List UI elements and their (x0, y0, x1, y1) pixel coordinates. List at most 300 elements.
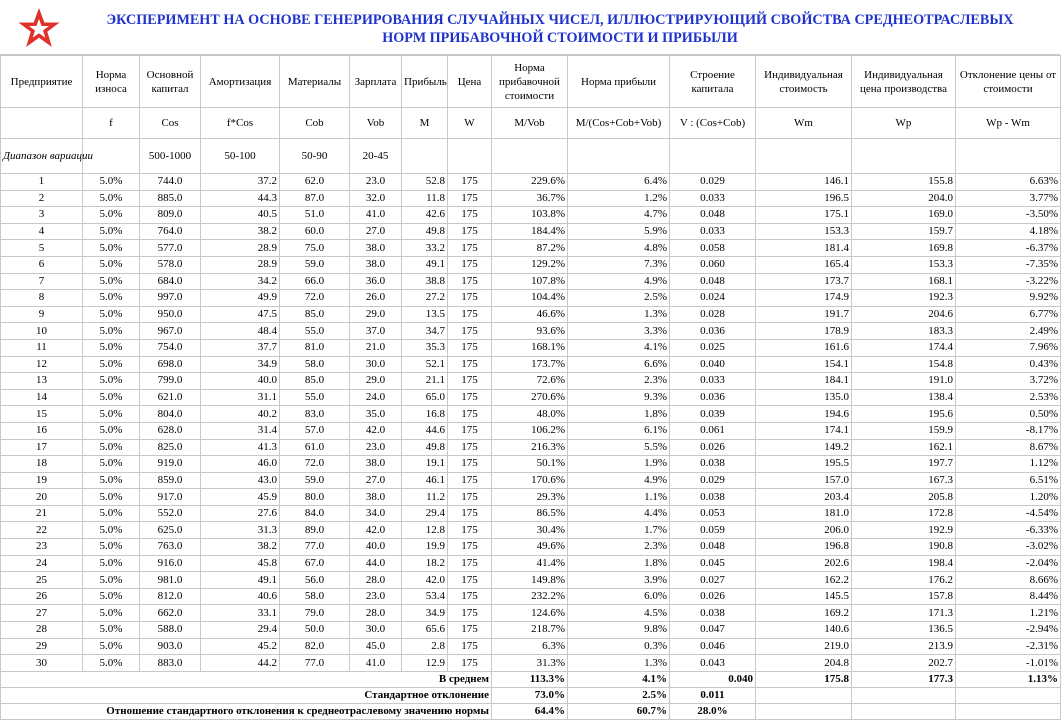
table-cell: 59.0 (280, 472, 350, 489)
table-cell: 195.6 (852, 406, 956, 423)
table-cell: 41.0 (350, 655, 402, 672)
table-cell: 0.047 (670, 622, 756, 639)
table-cell: 0.038 (670, 456, 756, 473)
table-row (1, 522, 1061, 539)
table-cell: 175 (448, 240, 492, 257)
table-cell: 0.059 (670, 522, 756, 539)
table-cell: 34.7 (402, 323, 448, 340)
table-cell: 162.1 (852, 439, 956, 456)
table-cell: 52.1 (402, 356, 448, 373)
table-cell: 162.2 (756, 572, 852, 589)
table-cell: 232.2% (492, 588, 568, 605)
table-cell: 625.0 (140, 522, 201, 539)
table-cell: 85.0 (280, 373, 350, 390)
table-cell: 204.8 (756, 655, 852, 672)
table-cell: 27 (1, 605, 83, 622)
table-cell: 1 (1, 174, 83, 191)
table-cell: 34.9 (201, 356, 280, 373)
column-symbol: Wp - Wm (956, 108, 1061, 139)
table-cell: 15 (1, 406, 83, 423)
table-cell: -2.94% (956, 622, 1061, 639)
table-cell: 11.2 (402, 489, 448, 506)
table-cell: 203.4 (756, 489, 852, 506)
table-cell: 6.77% (956, 306, 1061, 323)
table-cell: 202.6 (756, 555, 852, 572)
table-row (1, 256, 1061, 273)
table-cell: 6 (1, 256, 83, 273)
table-cell: 86.5% (492, 505, 568, 522)
table-cell: 29 (1, 638, 83, 655)
table-cell: 72.0 (280, 456, 350, 473)
table-cell: 44.0 (350, 555, 402, 572)
table-cell: 56.0 (280, 572, 350, 589)
table-cell: 5.0% (83, 373, 140, 390)
table-cell: 23.0 (350, 174, 402, 191)
table-cell: 0.048 (670, 273, 756, 290)
table-cell: 40.5 (201, 207, 280, 224)
table-cell: 5.0% (83, 356, 140, 373)
table-row (1, 555, 1061, 572)
table-cell: 169.8 (852, 240, 956, 257)
table-cell: 0.43% (956, 356, 1061, 373)
column-header: Отклонение цены от стоимости (956, 56, 1061, 108)
table-cell: -7.35% (956, 256, 1061, 273)
table-cell: 17 (1, 439, 83, 456)
table-cell: 124.6% (492, 605, 568, 622)
std-profit-rate: 2.5% (568, 688, 670, 704)
table-cell: 104.4% (492, 290, 568, 307)
table-cell: 34.2 (201, 273, 280, 290)
table-cell: 44.6 (402, 422, 448, 439)
table-cell: 2.53% (956, 389, 1061, 406)
table-cell: 49.6% (492, 539, 568, 556)
table-cell: 0.036 (670, 389, 756, 406)
column-header: Материалы (280, 56, 350, 108)
table-cell: 8 (1, 290, 83, 307)
table-cell: 30.0 (350, 622, 402, 639)
table-cell: 206.0 (756, 522, 852, 539)
table-row (1, 505, 1061, 522)
table-cell: 146.1 (756, 174, 852, 191)
table-cell: 1.21% (956, 605, 1061, 622)
table-cell: 175 (448, 290, 492, 307)
table-cell: 8.44% (956, 588, 1061, 605)
table-cell: 29.4 (402, 505, 448, 522)
table-cell: 175 (448, 273, 492, 290)
table-cell: 175 (448, 207, 492, 224)
table-cell: 89.0 (280, 522, 350, 539)
std-structure: 0.011 (670, 688, 756, 704)
table-cell: 196.8 (756, 539, 852, 556)
header (0, 0, 1060, 55)
table-cell: 0.060 (670, 256, 756, 273)
column-symbol: W (448, 108, 492, 139)
table-cell: 9.8% (568, 622, 670, 639)
title-line-2: НОРМ ПРИБАВОЧНОЙ СТОИМОСТИ И ПРИБЫЛИ (382, 30, 738, 46)
experiment-table (0, 55, 1061, 720)
table-cell: 0.048 (670, 207, 756, 224)
table-cell: 5.0% (83, 622, 140, 639)
ratio-label: Отношение стандартного отклонения к среднеотраслевому значению нормы (1, 704, 492, 720)
table-cell: 6.63% (956, 174, 1061, 191)
table-cell: 173.7 (756, 273, 852, 290)
table-cell: 38.8 (402, 273, 448, 290)
table-cell: 198.4 (852, 555, 956, 572)
table-cell: 917.0 (140, 489, 201, 506)
table-cell: 19.9 (402, 539, 448, 556)
table-cell: 175 (448, 256, 492, 273)
table-cell: 4.9% (568, 273, 670, 290)
table-cell: 49.1 (402, 256, 448, 273)
table-row (1, 588, 1061, 605)
table-cell: 6.3% (492, 638, 568, 655)
table-cell: 6.51% (956, 472, 1061, 489)
ratio-row (1, 704, 1061, 720)
table-cell: 184.4% (492, 223, 568, 240)
table-cell: 23.0 (350, 588, 402, 605)
table-cell: 29.0 (350, 306, 402, 323)
table-cell: 5.0% (83, 207, 140, 224)
table-cell: 181.0 (756, 505, 852, 522)
table-cell: 106.2% (492, 422, 568, 439)
table-cell: 0.024 (670, 290, 756, 307)
table-cell: 3.72% (956, 373, 1061, 390)
table-cell: 885.0 (140, 190, 201, 207)
title-line-1: ЭКСПЕРИМЕНТ НА ОСНОВЕ ГЕНЕРИРОВАНИЯ СЛУЧАЙНЫХ ЧИСЕЛ, ИЛЛЮСТРИРУЮЩИЙ СВОЙСТВА СРЕДНЕОТРАСЛЕВЫХ (106, 12, 1014, 28)
table-cell: 174.9 (756, 290, 852, 307)
table-cell: 23 (1, 539, 83, 556)
average-label: В среднем (1, 671, 492, 687)
table-cell: 175 (448, 522, 492, 539)
table-cell: 3.9% (568, 572, 670, 589)
table-cell: 0.3% (568, 638, 670, 655)
table-cell: 168.1 (852, 273, 956, 290)
table-cell: 175 (448, 323, 492, 340)
table-cell: 7.3% (568, 256, 670, 273)
table-cell: 24.0 (350, 389, 402, 406)
column-header: Норма прибыли (568, 56, 670, 108)
ratio-structure: 28.0% (670, 704, 756, 720)
table-cell: 5.5% (568, 439, 670, 456)
table-cell: 40.0 (201, 373, 280, 390)
table-cell: 129.2% (492, 256, 568, 273)
table-cell: 18.2 (402, 555, 448, 572)
table-cell: 24 (1, 555, 83, 572)
table-cell: 59.0 (280, 256, 350, 273)
table-cell: 44.3 (201, 190, 280, 207)
table-cell: 29.4 (201, 622, 280, 639)
table-cell: 174.4 (852, 339, 956, 356)
table-cell: 181.4 (756, 240, 852, 257)
table-cell: -2.04% (956, 555, 1061, 572)
table-cell: 36.0 (350, 273, 402, 290)
variation-row (1, 139, 1061, 174)
table-cell: 30 (1, 655, 83, 672)
table-cell: 29.3% (492, 489, 568, 506)
table-cell: 4.9% (568, 472, 670, 489)
table-cell: 5.0% (83, 638, 140, 655)
table-cell: 12 (1, 356, 83, 373)
table-cell: 0.046 (670, 638, 756, 655)
table-cell: 38.0 (350, 240, 402, 257)
table-cell: 5.0% (83, 489, 140, 506)
table-cell: 578.0 (140, 256, 201, 273)
table-cell: 0.040 (670, 356, 756, 373)
table-cell: 85.0 (280, 306, 350, 323)
table-row (1, 456, 1061, 473)
table-cell: 21.0 (350, 339, 402, 356)
table-cell: 103.8% (492, 207, 568, 224)
symbol-row (1, 108, 1061, 139)
table-cell: -6.37% (956, 240, 1061, 257)
table-cell: 662.0 (140, 605, 201, 622)
table-cell: 5.0% (83, 588, 140, 605)
table-cell: 175 (448, 555, 492, 572)
table-cell: 38.2 (201, 539, 280, 556)
table-cell: 41.0 (350, 207, 402, 224)
table-cell: 32.0 (350, 190, 402, 207)
table-cell: 21.1 (402, 373, 448, 390)
table-cell: 46.1 (402, 472, 448, 489)
table-cell: 0.028 (670, 306, 756, 323)
table-cell: 38.0 (350, 256, 402, 273)
table-cell: 16.8 (402, 406, 448, 423)
table-cell: 7 (1, 273, 83, 290)
table-cell: 0.039 (670, 406, 756, 423)
table-cell: 229.6% (492, 174, 568, 191)
table-cell: 12.9 (402, 655, 448, 672)
table-cell: 175 (448, 339, 492, 356)
table-cell: 5.0% (83, 539, 140, 556)
table-cell: 27.2 (402, 290, 448, 307)
table-cell: 175.1 (756, 207, 852, 224)
table-cell: 5.0% (83, 190, 140, 207)
table-cell: 11.8 (402, 190, 448, 207)
table-cell: 28 (1, 622, 83, 639)
column-symbol: f (83, 108, 140, 139)
table-cell: 5.0% (83, 174, 140, 191)
table-cell: 26.0 (350, 290, 402, 307)
table-row (1, 174, 1061, 191)
table-cell: 903.0 (140, 638, 201, 655)
table-cell: 27.0 (350, 472, 402, 489)
table-row (1, 207, 1061, 224)
table-cell: 183.3 (852, 323, 956, 340)
table-cell: 3.3% (568, 323, 670, 340)
table-cell: 5.0% (83, 256, 140, 273)
table-cell: 0.038 (670, 489, 756, 506)
table-cell: 763.0 (140, 539, 201, 556)
table-cell: 167.3 (852, 472, 956, 489)
table-cell: 0.026 (670, 588, 756, 605)
table-cell: 5.0% (83, 422, 140, 439)
table-cell: 45.0 (350, 638, 402, 655)
table-cell: 33.2 (402, 240, 448, 257)
table-cell: 72.0 (280, 290, 350, 307)
table-cell: 31.3% (492, 655, 568, 672)
table-cell: 169.2 (756, 605, 852, 622)
table-cell: 5.0% (83, 389, 140, 406)
table-cell: 1.3% (568, 655, 670, 672)
table-cell: 950.0 (140, 306, 201, 323)
table-row (1, 655, 1061, 672)
table-cell: 173.7% (492, 356, 568, 373)
column-symbol: Vob (350, 108, 402, 139)
table-cell: 175 (448, 638, 492, 655)
table-cell: 5.0% (83, 655, 140, 672)
table-cell: 19 (1, 472, 83, 489)
table-cell: 157.0 (756, 472, 852, 489)
table-cell: 28.9 (201, 256, 280, 273)
table-cell: 2.5% (568, 290, 670, 307)
table-cell: 41.3 (201, 439, 280, 456)
table-cell: 44.2 (201, 655, 280, 672)
table-cell: 4.18% (956, 223, 1061, 240)
table-cell: 2.49% (956, 323, 1061, 340)
column-symbol: V : (Cos+Cob) (670, 108, 756, 139)
column-symbol: Cos (140, 108, 201, 139)
table-cell: 178.9 (756, 323, 852, 340)
table-cell: 1.12% (956, 456, 1061, 473)
column-header: Индивидуальная стоимость (756, 56, 852, 108)
table-cell: 136.5 (852, 622, 956, 639)
table-cell: 79.0 (280, 605, 350, 622)
table-cell: 698.0 (140, 356, 201, 373)
table-cell: 0.033 (670, 223, 756, 240)
table-cell: 21 (1, 505, 83, 522)
table-cell: 204.6 (852, 306, 956, 323)
table-cell: 883.0 (140, 655, 201, 672)
table-cell: 58.0 (280, 588, 350, 605)
table-cell: 159.7 (852, 223, 956, 240)
table-cell: 77.0 (280, 655, 350, 672)
table-cell: 16 (1, 422, 83, 439)
column-header: Основной капитал (140, 56, 201, 108)
table-cell: 8.66% (956, 572, 1061, 589)
table-cell: 190.8 (852, 539, 956, 556)
table-cell: 9 (1, 306, 83, 323)
table-cell: 172.8 (852, 505, 956, 522)
table-cell: 55.0 (280, 323, 350, 340)
table-row (1, 489, 1061, 506)
table-cell: 48.0% (492, 406, 568, 423)
table-cell: 87.2% (492, 240, 568, 257)
table-cell: 195.5 (756, 456, 852, 473)
table-row (1, 240, 1061, 257)
table-cell: 65.0 (402, 389, 448, 406)
table-cell: 13 (1, 373, 83, 390)
table-cell: 0.029 (670, 174, 756, 191)
table-cell: 5.0% (83, 505, 140, 522)
table-cell: 1.1% (568, 489, 670, 506)
table-cell: 213.9 (852, 638, 956, 655)
average-row (1, 671, 1061, 687)
table-cell: 5.0% (83, 339, 140, 356)
table-cell: 0.053 (670, 505, 756, 522)
table-cell: 812.0 (140, 588, 201, 605)
table-cell: 5.0% (83, 605, 140, 622)
table-cell: 0.038 (670, 605, 756, 622)
table-cell: 5.0% (83, 223, 140, 240)
table-cell: 5.0% (83, 572, 140, 589)
table-row (1, 190, 1061, 207)
table-cell: 4.1% (568, 339, 670, 356)
table-cell: 14 (1, 389, 83, 406)
table-cell: 34.0 (350, 505, 402, 522)
table-cell: 5.0% (83, 472, 140, 489)
table-cell: 175 (448, 306, 492, 323)
table-cell: 5 (1, 240, 83, 257)
table-cell: 37.2 (201, 174, 280, 191)
table-cell: 5.0% (83, 240, 140, 257)
table-cell: 6.0% (568, 588, 670, 605)
table-cell: 66.0 (280, 273, 350, 290)
table-cell: 577.0 (140, 240, 201, 257)
table-row (1, 472, 1061, 489)
table-row (1, 306, 1061, 323)
table-cell: 161.6 (756, 339, 852, 356)
table-cell: 764.0 (140, 223, 201, 240)
table-cell: 628.0 (140, 422, 201, 439)
table-cell: 93.6% (492, 323, 568, 340)
table-cell: 1.7% (568, 522, 670, 539)
table-cell: 50.1% (492, 456, 568, 473)
table-cell: 1.9% (568, 456, 670, 473)
table-cell: 7.96% (956, 339, 1061, 356)
table-cell: 1.20% (956, 489, 1061, 506)
table-cell: 175 (448, 539, 492, 556)
table-cell: 26 (1, 588, 83, 605)
table-cell: 191.7 (756, 306, 852, 323)
table-cell: 204.0 (852, 190, 956, 207)
table-cell: 169.0 (852, 207, 956, 224)
table-cell: 41.4% (492, 555, 568, 572)
table-cell: 30.4% (492, 522, 568, 539)
table-cell: 12.8 (402, 522, 448, 539)
table-cell: 20 (1, 489, 83, 506)
column-symbol: M/(Cos+Cob+Vob) (568, 108, 670, 139)
table-cell: 155.8 (852, 174, 956, 191)
table-cell: 216.3% (492, 439, 568, 456)
table-cell: 31.1 (201, 389, 280, 406)
table-cell: 49.1 (201, 572, 280, 589)
table-cell: 38.0 (350, 456, 402, 473)
table-cell: 192.3 (852, 290, 956, 307)
table-cell: 1.8% (568, 406, 670, 423)
table-cell: 42.6 (402, 207, 448, 224)
table-cell: 5.0% (83, 323, 140, 340)
table-cell: 0.043 (670, 655, 756, 672)
table-cell: 72.6% (492, 373, 568, 390)
column-symbol: Wm (756, 108, 852, 139)
table-cell: 1.2% (568, 190, 670, 207)
table-cell: 5.0% (83, 273, 140, 290)
table-cell: 981.0 (140, 572, 201, 589)
table-cell: 45.8 (201, 555, 280, 572)
table-cell: -2.31% (956, 638, 1061, 655)
table-cell: 153.3 (756, 223, 852, 240)
table-cell: 22 (1, 522, 83, 539)
table-cell: 191.0 (852, 373, 956, 390)
table-cell: 168.1% (492, 339, 568, 356)
table-cell: 5.0% (83, 290, 140, 307)
table-cell: 38.0 (350, 489, 402, 506)
table-cell: -1.01% (956, 655, 1061, 672)
table-cell: 4.8% (568, 240, 670, 257)
table-cell: 107.8% (492, 273, 568, 290)
table-cell: 10 (1, 323, 83, 340)
table-cell: 0.026 (670, 439, 756, 456)
